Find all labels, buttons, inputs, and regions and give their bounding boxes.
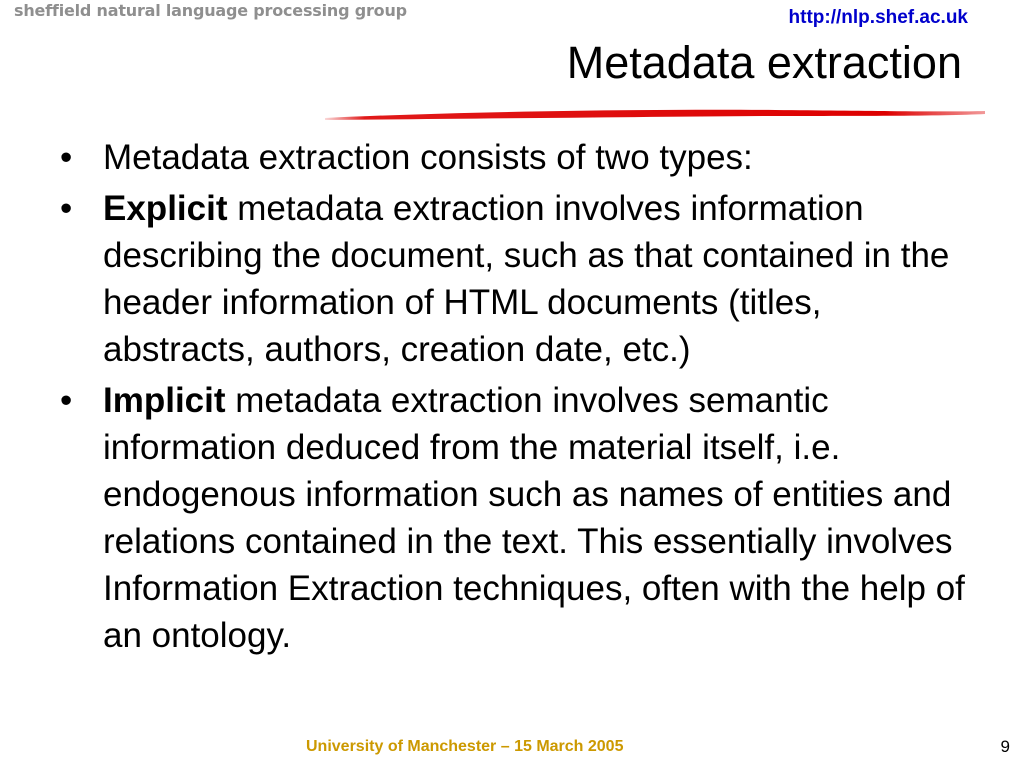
page-number: 9 [1000, 737, 1010, 756]
bullet-text: metadata extraction involves semantic information deduced from the material itself, i.e. endogenous information such as names of entities and relations contained in the text. This essentially involves Information Extraction techniques, often with the help of an ontology. [103, 381, 965, 655]
group-logo: sheffield natural language processing group [14, 1, 407, 20]
bullet-keyword: Implicit [103, 381, 226, 420]
bullet-dot: • [60, 138, 73, 177]
bullet-dot: • [60, 189, 73, 228]
bullet-item-explicit [60, 185, 965, 373]
bullet-keyword: Explicit [103, 189, 228, 228]
bullet-text: Metadata extraction consists of two types: [103, 138, 753, 177]
bullet-list [60, 134, 965, 663]
slide-title: Metadata extraction [566, 37, 962, 88]
footer-event-text: University of Manchester – 15 March 2005 [306, 738, 624, 755]
title-underline-swoosh [325, 104, 985, 126]
bullet-dot: • [60, 381, 73, 420]
bullet-item-implicit [60, 377, 965, 659]
site-url-link[interactable]: http://nlp.shef.ac.uk [788, 7, 968, 28]
bullet-item-types [60, 134, 965, 181]
bullet-text: metadata extraction involves information describing the document, such as that contained in the header information of HTML documents (titles, abstracts, authors, creation date, etc.) [103, 189, 950, 369]
